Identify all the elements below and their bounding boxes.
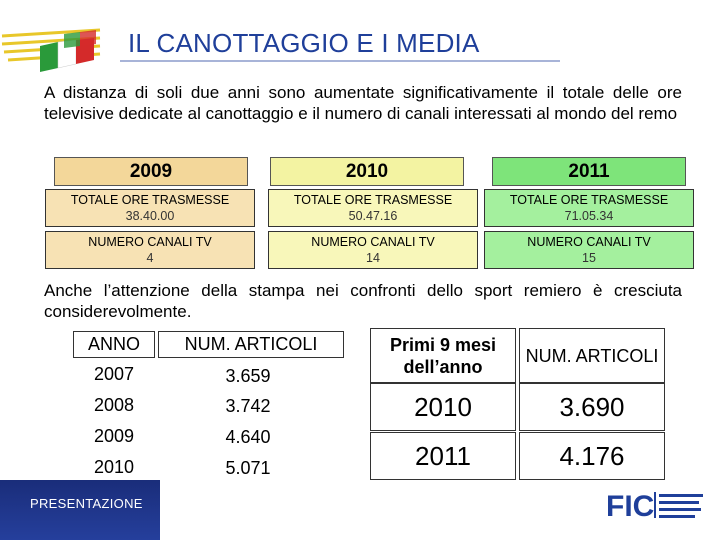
partial-year: 2011 xyxy=(370,432,516,480)
partial-col-period: Primi 9 mesi dell’anno xyxy=(370,328,516,383)
articles-year: 2010 xyxy=(93,457,135,477)
page-title: IL CANOTTAGGIO E I MEDIA xyxy=(128,28,480,58)
year-header-2011: 2011 xyxy=(492,157,686,186)
press-paragraph: Anche l’attenzione della stampa nei confronti dello sport remiero è cresciuta considerevolmente. xyxy=(44,281,682,321)
title-divider xyxy=(120,60,560,62)
federation-flag-logo xyxy=(0,16,110,76)
tv-channels-cell-2009 xyxy=(45,231,255,269)
articles-count: 3.742 xyxy=(225,396,271,416)
tv-hours-label: TOTALE ORE TRASMESSE xyxy=(293,193,453,207)
fic-logo xyxy=(606,488,706,522)
articles-count: 3.659 xyxy=(225,366,271,386)
articles-col-year: ANNO xyxy=(73,331,155,358)
svg-text:FIC: FIC xyxy=(606,490,655,522)
tv-hours-label: TOTALE ORE TRASMESSE xyxy=(70,193,230,207)
tv-hours-value: 50.47.16 xyxy=(348,209,398,223)
partial-count: 3.690 xyxy=(519,383,665,431)
tv-channels-label: NUMERO CANALI TV xyxy=(311,235,435,249)
partial-year: 2010 xyxy=(370,383,516,431)
tv-hours-cell-2010 xyxy=(268,189,478,227)
articles-year: 2008 xyxy=(93,395,135,415)
footer-section-label: PRESENTAZIONE xyxy=(30,496,143,511)
year-header-2009: 2009 xyxy=(54,157,248,186)
year-header-2010: 2010 xyxy=(270,157,464,186)
articles-col-count: NUM. ARTICOLI xyxy=(158,331,344,358)
tv-channels-value: 15 xyxy=(582,251,596,265)
articles-count: 4.640 xyxy=(225,427,271,447)
tv-hours-label: TOTALE ORE TRASMESSE xyxy=(509,193,669,207)
tv-channels-cell-2011 xyxy=(484,231,694,269)
tv-hours-cell-2011 xyxy=(484,189,694,227)
tv-channels-value: 4 xyxy=(146,251,154,265)
tv-channels-label: NUMERO CANALI TV xyxy=(88,235,212,249)
tv-hours-value: 38.40.00 xyxy=(125,209,175,223)
tv-channels-value: 14 xyxy=(366,251,380,265)
tv-channels-cell-2010 xyxy=(268,231,478,269)
partial-count: 4.176 xyxy=(519,432,665,480)
intro-paragraph: A distanza di soli due anni sono aumentate significativamente il totale delle ore televisive dedicate al canottaggio e il numero di canali interessati al mondo del remo xyxy=(44,83,682,123)
tv-channels-label: NUMERO CANALI TV xyxy=(527,235,651,249)
tv-hours-value: 71.05.34 xyxy=(564,209,614,223)
articles-year: 2009 xyxy=(93,426,135,446)
articles-year: 2007 xyxy=(93,364,135,384)
articles-count: 5.071 xyxy=(225,458,271,478)
partial-col-count: NUM. ARTICOLI xyxy=(519,328,665,383)
tv-hours-cell-2009 xyxy=(45,189,255,227)
